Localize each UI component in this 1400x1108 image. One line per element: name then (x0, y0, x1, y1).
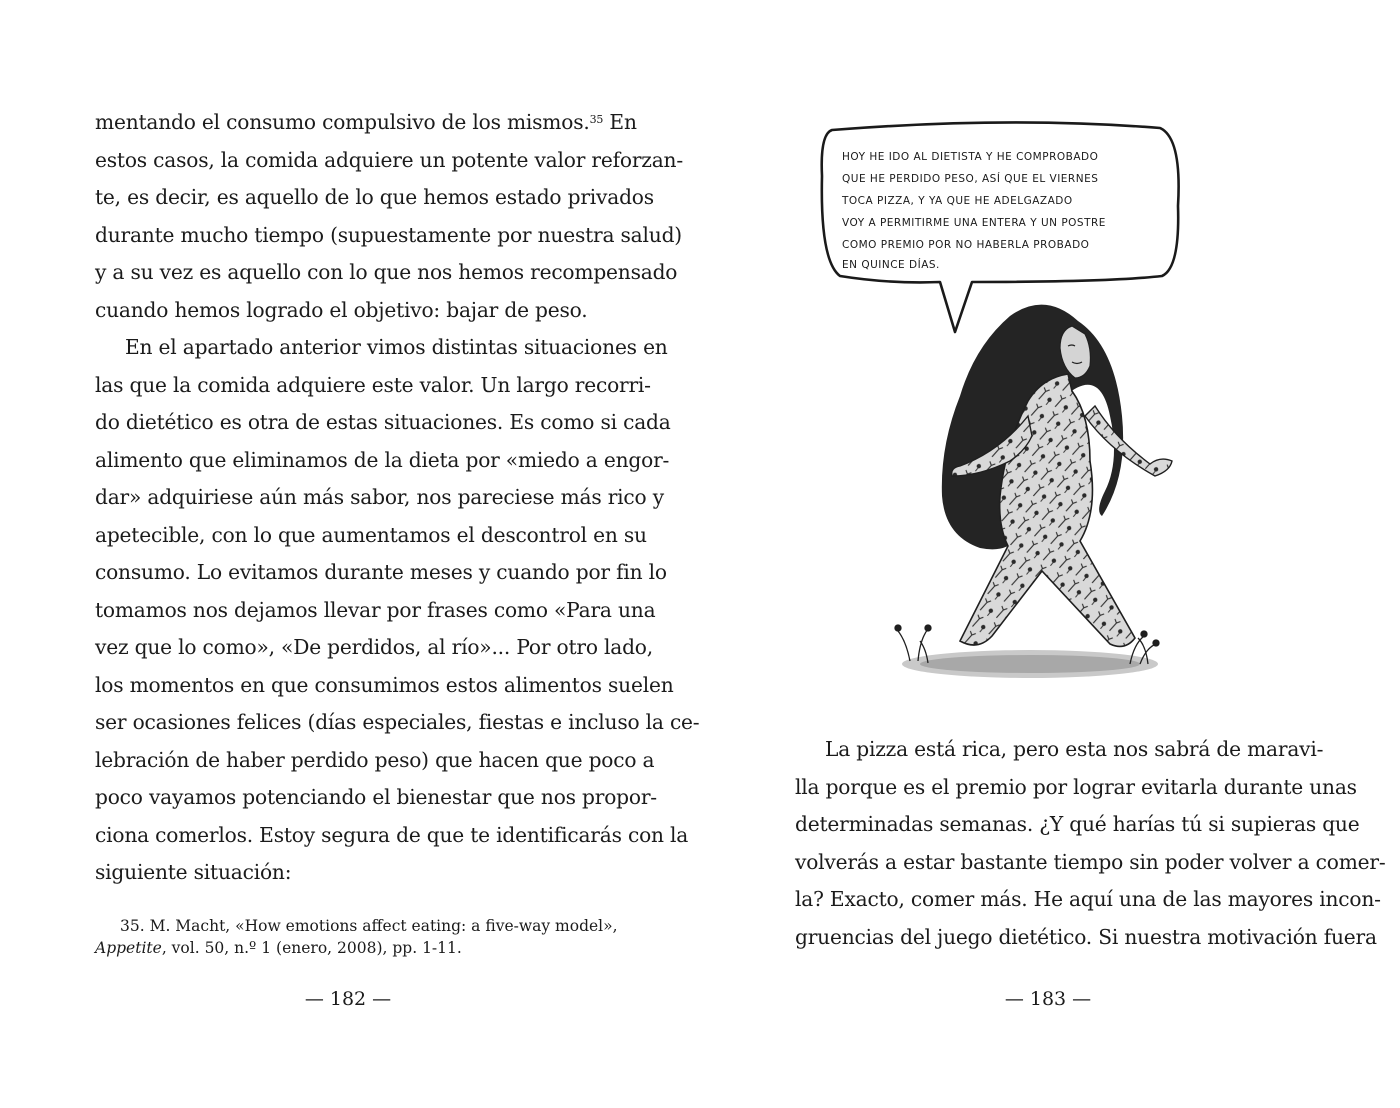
illustration (810, 116, 1205, 696)
text-line: estos casos, la comida adquiere un potente valor reforzan- (95, 147, 683, 172)
footnote (95, 915, 618, 959)
text-line: los momentos en que consumimos estos alimentos suelen (95, 672, 674, 697)
text-line: ser ocasiones felices (días especiales, fiestas e incluso la ce- (95, 710, 700, 734)
page-number: — 183 — (1004, 988, 1092, 1010)
left-body-text (95, 104, 700, 892)
text-line: La pizza está rica, pero esta nos sabrá de maravi- (825, 737, 1324, 761)
text-line: siguiente situación: (95, 860, 292, 884)
footnote-line: 35. M. Macht, «How emotions affect eating: a five-way model», (120, 917, 618, 935)
text-line: lebración de haber perdido peso) que hacen que poco a (95, 747, 655, 772)
text-line: mentando el consumo compulsivo de los mismos.$^{35}$ En (95, 110, 637, 134)
speech-bubble-text: HOY HE IDO AL DIETISTA Y HE COMPROBADO QUE HE PERDIDO PESO, ASÍ QUE EL VIERNES TOCA PIZZA, Y YA QUE HE ADELGAZADO VOY A PERMITIRME UNA ENTERA Y UN POSTRE COMO PREMIO POR NO HABERLA PROBADO EN QUINCE DÍAS. (842, 151, 1106, 271)
text-line: determinadas semanas. ¿Y qué harías tú si supieras que (795, 812, 1360, 836)
text-line: y a su vez es aquello con lo que nos hemos recompensado (95, 260, 678, 284)
text-line: volverás a estar bastante tiempo sin poder volver a comer- (795, 849, 1386, 874)
text-line: durante mucho tiempo (supuestamente por nuestra salud) (95, 222, 682, 247)
text-line: En el apartado anterior vimos distintas situaciones en (125, 335, 668, 359)
journal-title: Appetite (95, 939, 162, 957)
text-line: dar» adquiriese aún más sabor, nos pareciese más rico y (95, 485, 664, 509)
footnote-reference: 35 (589, 113, 604, 126)
text-line: poco vayamos potenciando el bienestar que nos propor- (95, 785, 657, 809)
text-line: la? Exacto, comer más. He aquí una de las mayores incon- (795, 887, 1381, 911)
text-line: ciona comerlos. Estoy segura de que te identificarás con la (95, 822, 689, 847)
footnote-line: Appetite, vol. 50, n.º 1 (enero, 2008), pp. 1-11. (95, 939, 462, 957)
text-line: alimento que eliminamos de la dieta por «miedo a engor- (95, 447, 670, 472)
right-body-text (795, 731, 1386, 956)
text-line: tomamos nos dejamos llevar por frases como «Para una (95, 597, 656, 622)
text-line: vez que lo como», «De perdidos, al río»... Por otro lado, (95, 635, 653, 659)
text-line: lla porque es el premio por lograr evitarla durante unas (795, 774, 1357, 799)
text-line: te, es decir, es aquello de lo que hemos estado privados (95, 185, 654, 209)
text-line: do dietético es otra de estas situaciones. Es como si cada (95, 410, 671, 434)
text-line: las que la comida adquiere este valor. Un largo recorri- (95, 372, 651, 397)
text-line: consumo. Lo evitamos durante meses y cuando por fin lo (95, 560, 667, 584)
text-line: cuando hemos logrado el objetivo: bajar de peso. (95, 297, 588, 322)
page-number: — 182 — (304, 988, 392, 1010)
text-line: apetecible, con lo que aumentamos el descontrol en su (95, 522, 647, 547)
text-line: gruencias del juego dietético. Si nuestra motivación fuera (795, 924, 1377, 949)
right-arm (1085, 406, 1172, 476)
